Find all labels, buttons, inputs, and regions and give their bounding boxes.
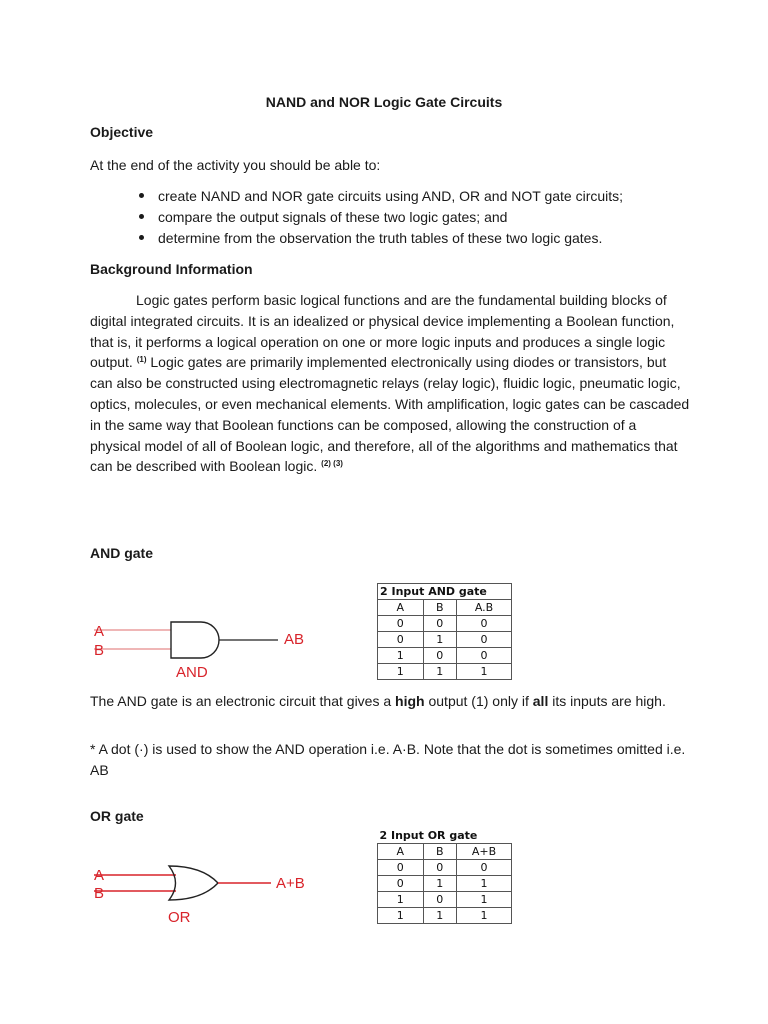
column-header: A.B bbox=[457, 600, 512, 616]
bullet-icon bbox=[139, 235, 144, 240]
table-row: 0 0 0 bbox=[378, 860, 512, 876]
column-header: B bbox=[423, 844, 457, 860]
or-gate-heading: OR gate bbox=[90, 808, 144, 824]
and-truth-table bbox=[377, 583, 512, 680]
and-gate-symbol bbox=[171, 622, 219, 658]
or-gate-symbol bbox=[169, 866, 218, 900]
table-row: 0 1 0 bbox=[378, 632, 512, 648]
bullet-icon bbox=[139, 193, 144, 198]
objective-intro: At the end of the activity you should be able to: bbox=[90, 157, 381, 173]
column-header: B bbox=[423, 600, 457, 616]
input-a-label: A bbox=[94, 867, 105, 884]
list-item: compare the output signals of these two logic gates; and bbox=[90, 207, 623, 228]
list-item: determine from the observation the truth tables of these two logic gates. bbox=[90, 228, 623, 249]
background-paragraph: Logic gates perform basic logical functions and are the fundamental building blocks of digital integrated circuits. It is an idealized or physical device implementing a Boolean function, that is, it performs a logical operation on one or more logic inputs and produces a single logic output. $^{(1)}$ Logic gates are primarily implemented electronically using diodes or transistors, but can also be constructed using electromagnetic relays (relay logic), fluidic logic, pneumatic logic, optics, molecules, or even mechanical elements. With amplification, logic gates can be cascaded in the same way that Boolean functions can be composed, allowing the construction of a physical model of all of Boolean logic, and therefore, all of the algorithms and mathematics that can be described with Boolean logic. $^{(2) (3)}$ bbox=[90, 292, 690, 475]
table-row: 0 0 0 bbox=[378, 616, 512, 632]
and-gate-heading: AND gate bbox=[90, 545, 154, 561]
list-item: create NAND and NOR gate circuits using AND, OR and NOT gate circuits; bbox=[90, 186, 623, 207]
background-heading: Background Information bbox=[90, 261, 253, 277]
gate-name-label: AND bbox=[176, 664, 208, 681]
output-label: AB bbox=[284, 631, 305, 648]
table-header-row bbox=[378, 600, 512, 616]
output-label: A+B bbox=[276, 875, 305, 892]
bullet-icon bbox=[139, 214, 144, 219]
or-gate-diagram bbox=[86, 858, 326, 930]
reference-mark: (1) bbox=[136, 355, 147, 365]
table-row: 1 0 0 bbox=[378, 648, 512, 664]
page-title: NAND and NOR Logic Gate Circuits bbox=[265, 94, 503, 110]
or-truth-table bbox=[377, 828, 512, 924]
column-header: A bbox=[378, 600, 424, 616]
objective-heading: Objective bbox=[90, 124, 154, 140]
table-row: 1 1 1 bbox=[378, 908, 512, 924]
objective-list bbox=[90, 186, 623, 249]
input-b-label: B bbox=[94, 642, 105, 659]
table-header-row bbox=[378, 844, 512, 860]
gate-name-label: OR bbox=[168, 909, 191, 926]
input-a-label: A bbox=[94, 623, 105, 640]
reference-mark: (2) (3) bbox=[321, 459, 343, 469]
table-row: 1 1 1 bbox=[378, 664, 512, 680]
table-caption: 2 Input OR gate bbox=[378, 828, 512, 844]
column-header: A bbox=[378, 844, 424, 860]
table-row: 0 1 1 bbox=[378, 876, 512, 892]
and-gate-description: The AND gate is an electronic circuit that gives a high output (1) only if all its inputs are high. bbox=[90, 693, 666, 709]
and-gate-diagram bbox=[86, 612, 316, 684]
table-row: 1 0 1 bbox=[378, 892, 512, 908]
column-header: A+B bbox=[457, 844, 512, 860]
and-gate-note: * A dot (·) is used to show the AND operation i.e. A·B. Note that the dot is sometimes omitted i.e. AB bbox=[90, 741, 686, 778]
input-b-label: B bbox=[94, 885, 105, 902]
table-caption: 2 Input AND gate bbox=[378, 584, 512, 600]
